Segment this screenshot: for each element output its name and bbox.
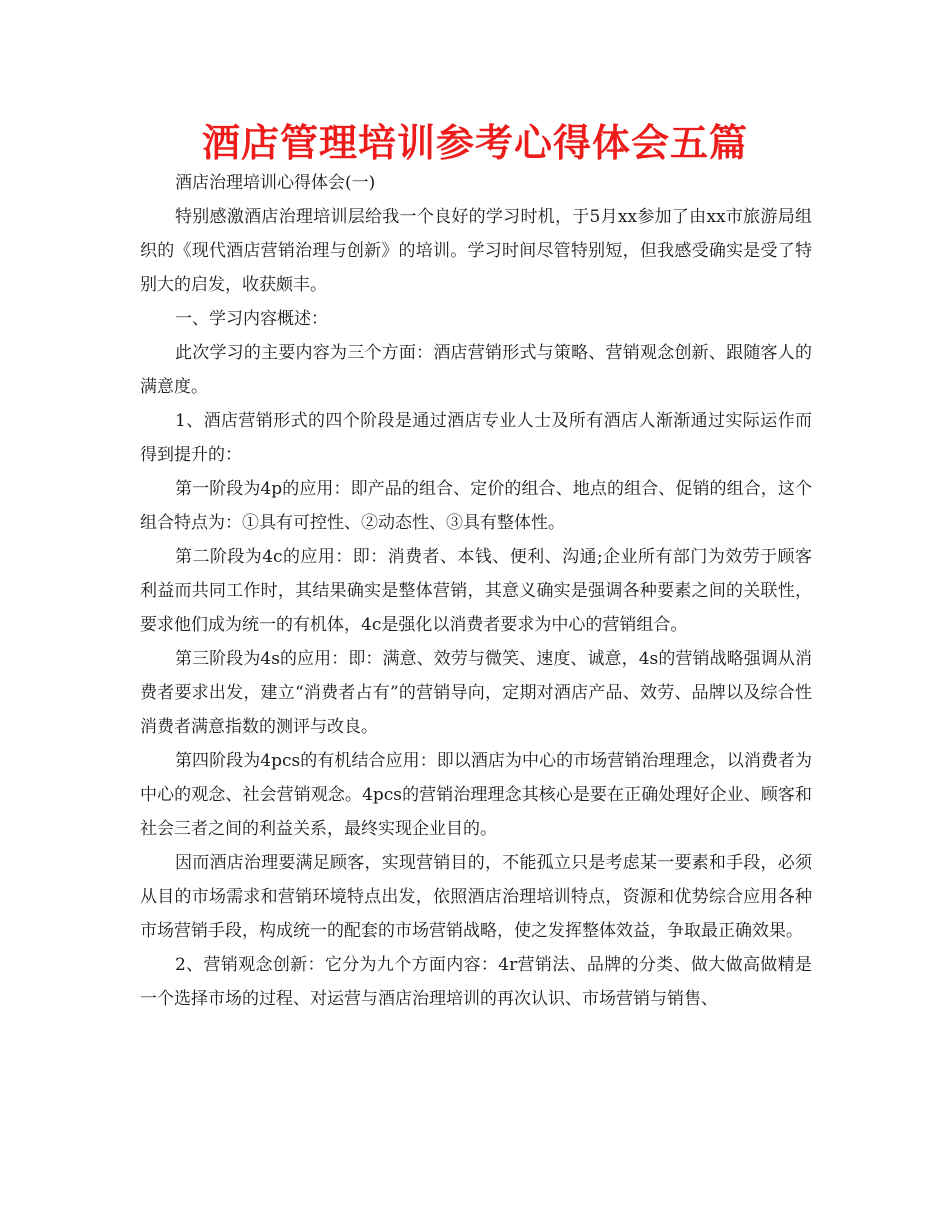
paragraph-heading-1: 酒店治理培训心得体会(一) <box>175 173 376 193</box>
paragraph: 第一阶段为4p的应用：即产品的组合、定价的组合、地点的组合、促销的组合，这个组合特点为：①具有可控性、②动态性、③具有整体性。 <box>140 479 812 533</box>
section-heading: 一、学习内容概述： <box>175 309 328 329</box>
document-title: 酒店管理培训参考心得体会五篇 <box>201 120 748 165</box>
paragraph: 因而酒店治理要满足顾客，实现营销目的，不能孤立只是考虑某一要素和手段，必须从目的市场需求和营销环境特点出发，依照酒店治理培训特点，资源和优势综合应用各种市场营销手段，构成统一的配套的市场营销战略，使之发挥整体效益，争取最正确效果。 <box>140 853 812 941</box>
paragraph: 此次学习的主要内容为三个方面：酒店营销形式与策略、营销观念创新、跟随客人的满意度。 <box>140 343 812 397</box>
paragraph: 第四阶段为4pcs的有机结合应用：即以酒店为中心的市场营销治理理念，以消费者为中心的观念、社会营销观念。4pcs的营销治理理念其核心是要在正确处理好企业、顾客和社会三者之间的利益关系，最终实现企业目的。 <box>140 751 812 839</box>
document-body <box>140 166 812 1016</box>
paragraph: 1、酒店营销形式的四个阶段是通过酒店专业人士及所有酒店人渐渐通过实际运作而得到提升的： <box>140 411 812 465</box>
paragraph: 第三阶段为4s的应用：即：满意、效劳与微笑、速度、诚意，4s的营销战略强调从消费者要求出发，建立“消费者占有”的营销导向，定期对酒店产品、效劳、品牌以及综合性消费者满意指数的测评与改良。 <box>140 649 812 737</box>
paragraph: 2、营销观念创新：它分为九个方面内容：4r营销法、品牌的分类、做大做高做精是一个选择市场的过程、对运营与酒店治理培训的再次认识、市场营销与销售、 <box>140 955 812 1009</box>
paragraph: 第二阶段为4c的应用：即：消费者、本钱、便利、沟通;企业所有部门为效劳于顾客利益而共同工作时，其结果确实是整体营销，其意义确实是强调各种要素之间的关联性，要求他们成为统一的有机体，4c是强化以消费者要求为中心的营销组合。 <box>140 547 812 635</box>
paragraph: 特别感激酒店治理培训层给我一个良好的学习时机，于5月xx参加了由xx市旅游局组织的《现代酒店营销治理与创新》的培训。学习时间尽管特别短，但我感受确实是受了特别大的启发，收获颇丰。 <box>140 207 812 295</box>
